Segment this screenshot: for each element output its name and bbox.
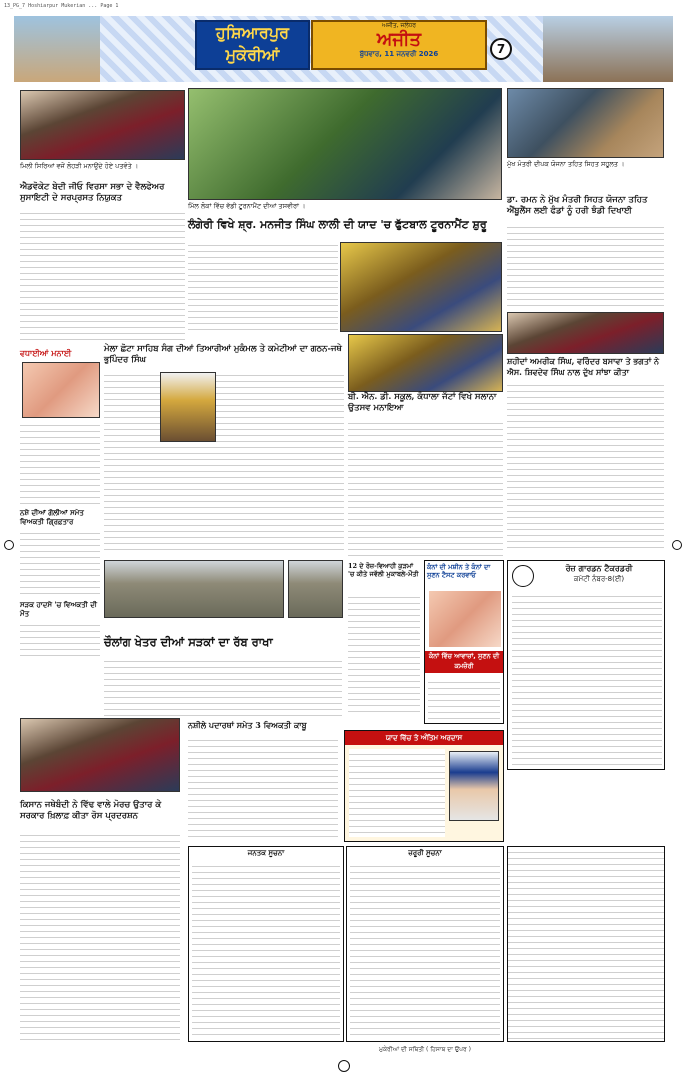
section-title-line2: ਮੁਕੇਰੀਆਂ xyxy=(225,45,280,64)
story2-caption: ਮਿੱਲ ਲੋਕਾਂ ਵਿੱਚ ਵੱਡੀ ਟੂਰਨਾਮੈਂਟ ਦੀਆਂ ਤਸਵੀਰਾਂ । xyxy=(188,202,306,210)
public-notice-body xyxy=(192,861,340,1039)
story9-headline: ਕਿਸਾਨ ਜਥੇਬੰਦੀ ਨੇ ਵਿੱਢ ਵਾਲੇ ਮੋਰਚ ਉਤਾਰ ਕੇ ਸਰਕਾਰ ਖ਼ਿਲਾਫ਼ ਕੀਤਾ ਰੋਸ ਪ੍ਰਦਰਸ਼ਨ xyxy=(20,800,162,821)
tender-ad xyxy=(507,560,665,770)
story5-body xyxy=(104,370,344,550)
story1-headline: ਐਡਵੋਕੇਟ ਬੇਦੀ ਜੀਓ ਵਿਰਸਾ ਸਭਾ ਦੇ ਵੈਲਫੇਅਰ ਸੁਸਾਇਟੀ ਦੇ ਸਰਪ੍ਰਸਤ ਨਿਯੁਕਤ xyxy=(20,182,165,203)
page-number: 7 xyxy=(490,38,512,60)
story6-photo xyxy=(348,334,503,392)
tender-subtitle: ਕਮੇਟੀ ਨੰਬਰ-8(ਈ) xyxy=(573,575,625,583)
registration-mark-icon xyxy=(4,540,14,550)
ear-icon xyxy=(429,591,501,647)
story2-body-col1 xyxy=(188,240,338,330)
story2-photo-small xyxy=(340,242,502,332)
story8-body xyxy=(104,656,342,716)
story6-headline: ਬੀ. ਐਨ. ਡੀ. ਸਕੂਲ, ਕੰਧਾਲਾ ਜੱਟਾਂ ਵਿਖੇ ਸਲਾਨਾ ਉਤਸਵ ਮਨਾਇਆ xyxy=(348,392,497,413)
story5-headline: ਮੇਲਾ ਛੋਟਾ ਸਾਹਿਬ ਸੰਗ ਦੀਆਂ ਤਿਆਰੀਆਂ ਮੁਕੰਮਲ ਤੇ ਕਮੇਟੀਆਂ ਦਾ ਗਠਨ-ਜਥੇ ਭੁਪਿੰਦਰ ਸਿੰਘ xyxy=(104,344,342,365)
story13-headline: ਨਸ਼ੇ ਦੀਆਂ ਗੋਲੀਆਂ ਸਮੇਤ ਵਿਅਕਤੀ ਗ੍ਰਿਫ਼ਤਾਰ xyxy=(20,508,84,526)
footer-note: ਮੁਕੇਰੀਆਂ ਦੀ ਸਥਿਤੀ ( ਹਿਸਾਬ ਦਾ ਉਪਰ ) xyxy=(379,1046,471,1053)
story9-body xyxy=(20,830,180,1042)
memorial-portrait xyxy=(449,751,499,821)
story3-photo xyxy=(507,88,664,158)
story3-caption: ਮੁੱਖ ਮੰਤਰੀ ਦੀਪਕ ਯੋਜਨਾ ਤਹਿਤ ਸਿਹਤ ਸਹੂਲਤ । xyxy=(507,160,625,168)
ear-ad xyxy=(424,560,504,724)
story10-headline: ਨਸ਼ੀਲੇ ਪਦਾਰਥਾਂ ਸਮੇਤ 3 ਵਿਅਕਤੀ ਕਾਬੂ xyxy=(188,720,307,730)
story3-headline: ਡਾ. ਰਮਨ ਨੇ ਮੁੱਖ ਮੰਤਰੀ ਸਿਹਤ ਯੋਜਨਾ ਤਹਿਤ ਐਂਬੂਲੈਂਸ ਲਈ ਫੰਡਾਂ ਨੂੰ ਹਰੀ ਝੰਡੀ ਦਿਖਾਈ xyxy=(507,195,648,216)
story11-headline: 12 ਦੇ ਰੋਜ਼-ਵਿਆਹੀ ਕੁੜਮਾਂ 'ਚ ਕੀਤੇ ਜਵੱਲੀ ਮੁਕਾਬਲੇ-ਮੌਤੀ xyxy=(348,562,419,578)
newspaper-logo xyxy=(311,20,487,70)
story13-body xyxy=(20,528,100,598)
ear-ad-banner: ਕੰਨਾਂ ਵਿੱਚ ਆਵਾਜ਼ਾਂ, ਸੁਣਨ ਦੀ ਕਮਜ਼ੋਰੀ xyxy=(425,651,503,673)
public-notice xyxy=(188,846,344,1042)
story12-headline: ਸੜਕ ਹਾਦਸੇ 'ਚ ਵਿਅਕਤੀ ਦੀ ਮੌਤ xyxy=(20,600,97,618)
story4-body xyxy=(20,420,100,508)
registration-mark-icon xyxy=(672,540,682,550)
story8-headline: ਚੌਲਾਂਗ ਖੇਤਰ ਦੀਆਂ ਸੜਕਾਂ ਦਾ ਰੱਬ ਰਾਖਾ xyxy=(104,635,273,649)
memorial-text xyxy=(349,749,445,837)
section-title xyxy=(195,20,310,70)
story1-body xyxy=(20,208,185,343)
public-notice-title: ਜਨਤਕ ਸੂਚਨਾ xyxy=(247,849,285,857)
story3-body xyxy=(507,222,664,310)
story12-body xyxy=(20,620,100,658)
urgent-notice xyxy=(346,846,504,1042)
story9-photo xyxy=(20,718,180,792)
story6-body xyxy=(348,418,503,556)
form-notice xyxy=(507,846,665,1042)
masthead-photo-right xyxy=(543,16,673,82)
story5-portrait xyxy=(160,372,216,442)
tender-title: ਰੋਜ਼ ਗਾਰਡਨ ਟੈਕਰਡਰੀ xyxy=(565,564,633,573)
ear-ad-text xyxy=(428,677,500,721)
story2-headline: ਲੰਗੇਰੀ ਵਿਖੇ ਸ਼੍ਰ. ਮਨਜੀਤ ਸਿੰਘ ਲਾਲੀ ਦੀ ਯਾਦ 'ਚ ਫੁੱਟਬਾਲ ਟੂਰਨਾਮੈਂਟ ਸ਼ੁਰੂ xyxy=(188,218,487,231)
tender-body xyxy=(512,591,662,767)
ear-ad-title: ਕੰਨਾਂ ਦੀ ਮਸ਼ੀਨ ਤੇ ਕੰਨਾਂ ਦਾ ਸੁਣਨ ਟੈਸਟ ਕਰਵਾਓ xyxy=(427,563,491,579)
story2-photo xyxy=(188,88,502,200)
logo-sub: ਅਜੀਤ, ਜਲੰਧਰ xyxy=(381,22,416,29)
story1-photo xyxy=(20,90,185,160)
logo-text: ਅਜੀਤ xyxy=(376,29,422,50)
story8-photo-right xyxy=(288,560,343,618)
memorial-title: ਯਾਦ ਵਿੱਚ ਤੇ ਅੰਤਿਮ ਅਰਦਾਸ xyxy=(345,731,503,745)
registration-mark-icon xyxy=(338,1060,350,1072)
story7-body xyxy=(507,380,664,552)
masthead-photo-left xyxy=(14,16,100,82)
memorial-ad xyxy=(344,730,504,842)
story7-headline: ਸ਼ਹੀਦਾਂ ਅਮਰੀਕ ਸਿੰਘ, ਵਰਿੰਦਰ ਬਸਾਵਾ ਤੇ ਭਗਤਾਂ ਨੇ ਐਸ. ਸ਼ਿਵਦੇਵ ਸਿੰਘ ਨਾਲ ਦੁੱਖ ਸਾਂਝਾ ਕੀਤਾ xyxy=(507,356,659,377)
section-title-line1: ਹੁਸ਼ਿਆਰਪੁਰ xyxy=(215,23,290,42)
print-slug: 13_PG_7 Hoshiarpur Mukerian ... Page 1 xyxy=(4,3,119,9)
issue-date: ਬੁੱਧਵਾਰ, 11 ਜਨਵਰੀ 2026 xyxy=(359,50,439,58)
story11-body xyxy=(348,592,420,714)
story4-photo xyxy=(22,362,100,418)
story1-caption: ਮਿਲੀ ਸਿਰਿਆਂ ਵਜੋਂ ਲੋਹੜੀ ਮਨਾਉਂਦੇ ਹੋਏ ਪਤਵੰਤੇ । xyxy=(20,162,139,170)
story10-body xyxy=(188,735,338,841)
story4-headline: ਵਧਾਈਆਂ ਮਨਾਈ xyxy=(20,348,72,358)
emblem-icon xyxy=(512,565,534,587)
urgent-notice-body xyxy=(350,861,500,1039)
story7-photo xyxy=(507,312,664,354)
urgent-notice-title: ਜ਼ਰੂਰੀ ਸੂਚਨਾ xyxy=(408,849,442,857)
story8-photo-left xyxy=(104,560,284,618)
